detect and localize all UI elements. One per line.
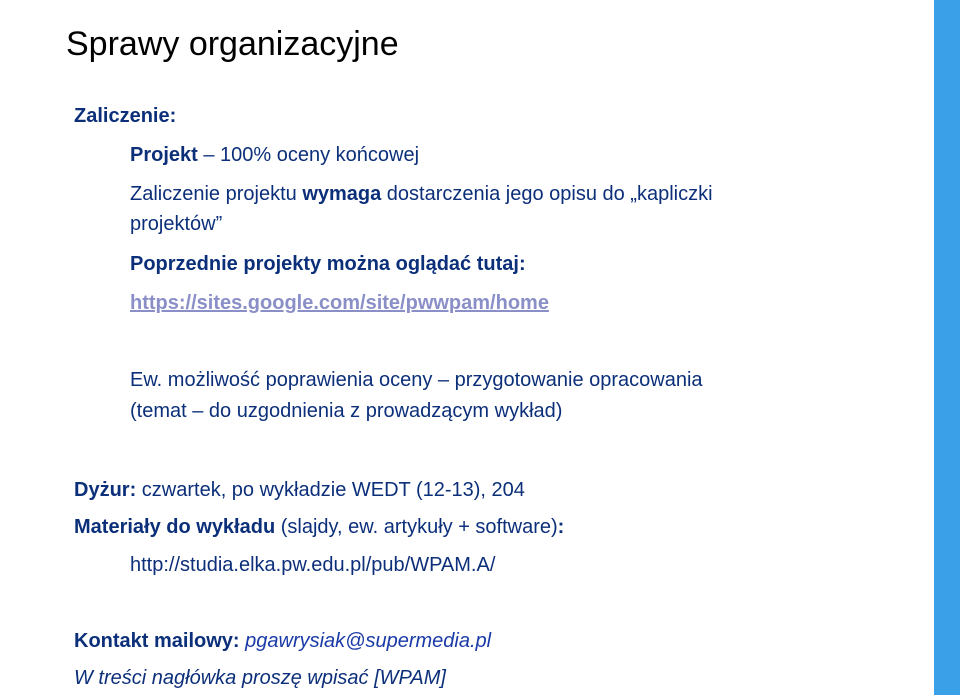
- materials-colon: :: [557, 516, 565, 538]
- previous-projects-line: Poprzednie projekty można oglądać tutaj:: [130, 253, 526, 275]
- requirement-line: [130, 180, 713, 208]
- contact-line: [74, 627, 491, 655]
- contact-note: W treści nagłówka proszę wpisać [WPAM]: [74, 667, 446, 689]
- materials-link-line: [130, 551, 495, 579]
- slide-title: Sprawy organizacyjne: [66, 25, 399, 63]
- projekt-label: Projekt: [130, 144, 198, 166]
- office-hours-line: [74, 476, 525, 504]
- improvement-line-1: Ew. możliwość poprawienia oceny – przygotowanie opracowania: [130, 369, 703, 391]
- materials-line: [74, 513, 564, 541]
- office-hours-text: czwartek, po wykładzie WEDT (12-13), 204: [136, 479, 525, 501]
- projects-link-line: [130, 289, 549, 317]
- requirement-continuation: projektów”: [130, 213, 223, 235]
- contact-label: Kontakt mailowy:: [74, 630, 240, 652]
- projekt-line: [130, 141, 419, 169]
- improvement-line-2: (temat – do uzgodnienia z prowadzącym wykład): [130, 400, 563, 422]
- materials-text: (slajdy, ew. artykuły + software): [275, 516, 558, 538]
- contact-email[interactable]: pgawrysiak@supermedia.pl: [245, 630, 492, 652]
- requirement-bold: wymaga: [302, 183, 382, 205]
- side-accent-bar: [934, 0, 960, 695]
- requirement-text-2: dostarczenia jego opisu do „kapliczki: [381, 183, 713, 205]
- projekt-text: – 100% oceny końcowej: [197, 144, 420, 166]
- office-hours-label: Dyżur:: [74, 479, 137, 501]
- zaliczenie-heading: Zaliczenie:: [74, 105, 177, 127]
- requirement-text-1: Zaliczenie projektu: [130, 183, 303, 205]
- materials-label: Materiały do wykładu: [74, 516, 276, 538]
- materials-link[interactable]: http://studia.elka.pw.edu.pl/pub/WPAM.A/: [130, 554, 496, 576]
- projects-link[interactable]: https://sites.google.com/site/pwwpam/home: [130, 292, 549, 314]
